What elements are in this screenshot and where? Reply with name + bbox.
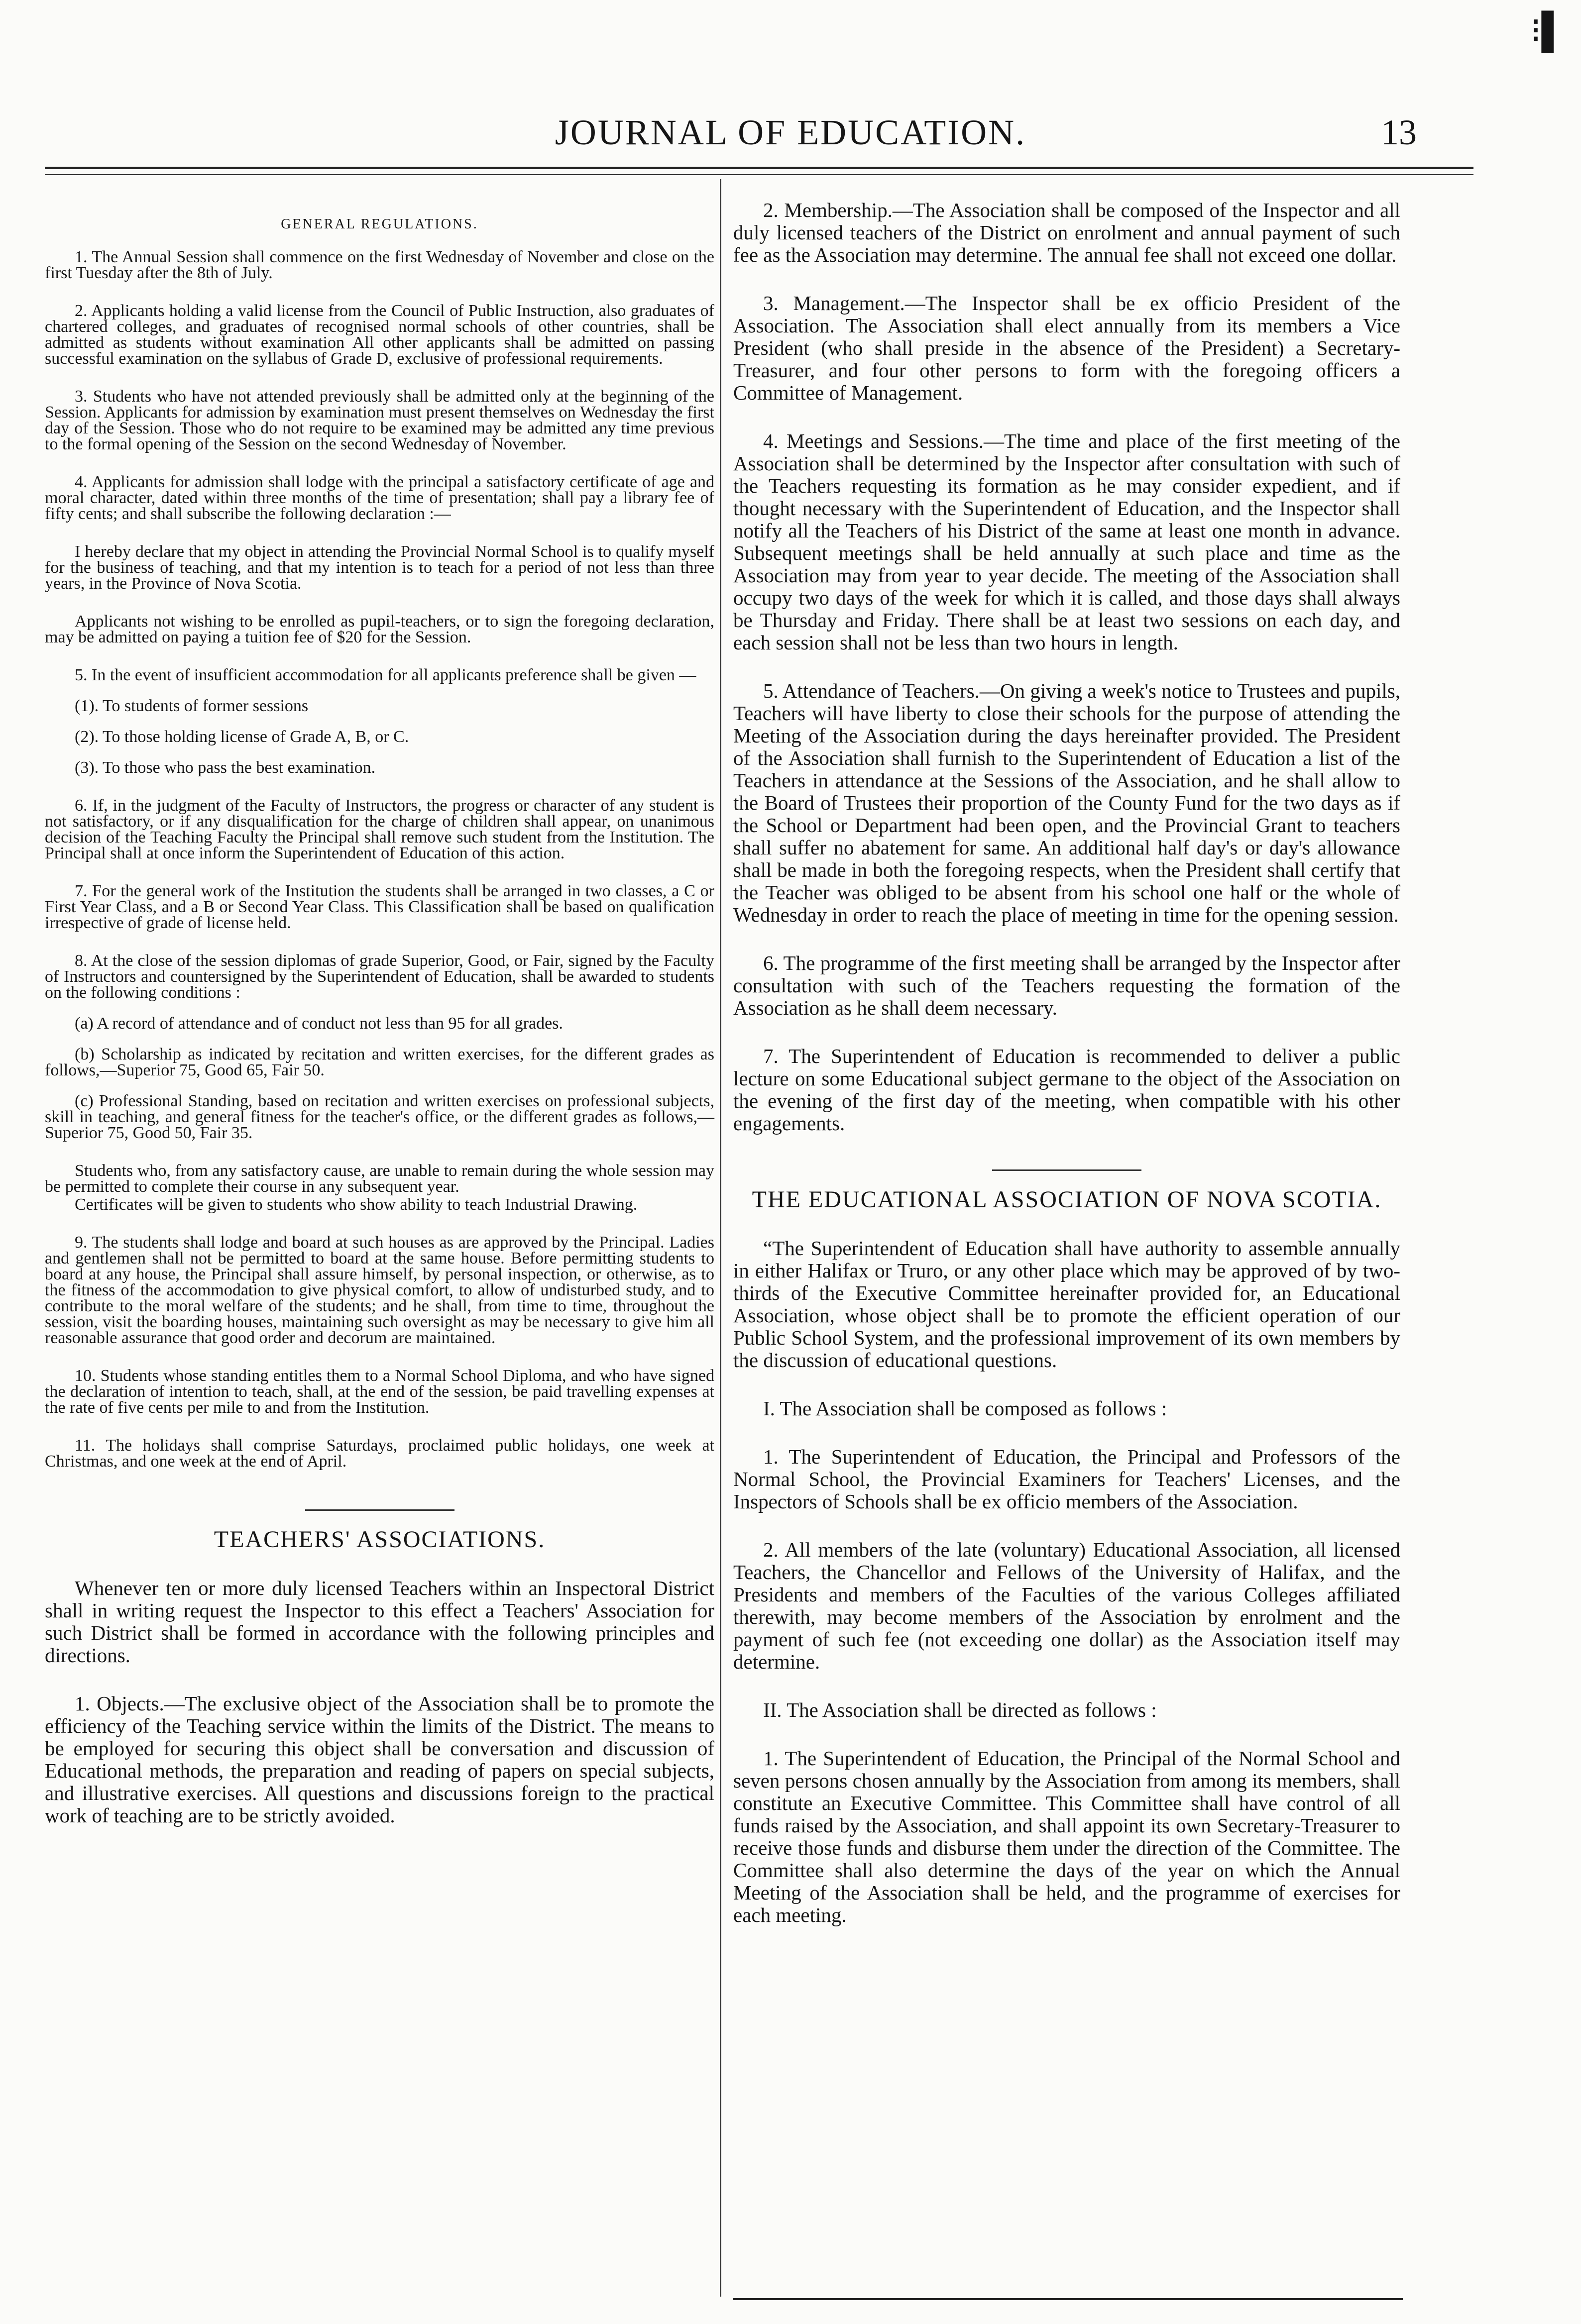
- preference-list-item: (2). To those holding license of Grade A, B, or C.: [75, 728, 409, 746]
- left-column: [45, 207, 714, 1853]
- page-number: 13: [1381, 112, 1417, 152]
- journal-title: JOURNAL OF EDUCATION.: [555, 112, 1026, 152]
- educational-association-intro: “The Superintendent of Education shall have authority to assemble annually in either Halifax or Truro, or any other place which may be approved of by two-thirds of the Executive Committee hereinafter provided for, an Educational Association, whose object shall be to promote the efficient operation of our Public School System, and the professional improvement of its own members by the discussion of educational questions.: [733, 1237, 1400, 1372]
- regulation-paragraph: 3. Students who have not attended previously shall be admitted only at the beginning of the Session. Applicants for admission by examination must present themselves on Wednesday the first day of the Session. Those who do not require to be examined may be admitted any time previous to the formal opening of the Session on the second Wednesday of November.: [45, 387, 714, 453]
- condition-item: (b) Scholarship as indicated by recitation and written exercises, for the different grades as follows,—Superior 75, Good 65, Fair 50.: [45, 1045, 714, 1079]
- association-paragraph: 2. Membership.—The Association shall be composed of the Inspector and all duly licensed teachers of the District on enrolment and annual payment of such fee as the Association may determine. The annual fee shall not exceed one dollar.: [733, 199, 1400, 266]
- condition-item: (a) A record of attendance and of conduct not less than 95 for all grades.: [75, 1014, 563, 1033]
- association-paragraph: 4. Meetings and Sessions.—The time and place of the first meeting of the Association shall be determined by the Inspector after consultation with such of the Teachers requesting its formation as he may consider expedient, and if thought necessary with the Superintendent of Education, and the Inspector shall notify all the Teachers of his District of the same at least one month in advance. Subsequent meetings shall be held annually at such place and time as the Association may from year to year decide. The meeting of the Association shall occupy two days of the week for which it is called, and those days shall always be Thursday and Friday. There shall be at least two sessions on each day, and each session shall not be less than two hours in length.: [733, 429, 1400, 654]
- regulation-paragraph: 11. The holidays shall comprise Saturdays, proclaimed public holidays, one week at Christmas, and one week at the end of April.: [45, 1436, 714, 1471]
- regulation-paragraph: 4. Applicants for admission shall lodge with the principal a satisfactory certificate of age and moral character, dated within three months of the time of presentation; shall pay a library fee of fifty cents; and shall subscribe the following declaration :—: [45, 473, 714, 523]
- general-regulations-heading: GENERAL REGULATIONS.: [281, 216, 478, 232]
- header-rule-thin: [45, 174, 1473, 175]
- educational-association-heading: THE EDUCATIONAL ASSOCIATION OF NOVA SCOTIA.: [752, 1186, 1382, 1213]
- regulation-paragraph: 6. If, in the judgment of the Faculty of Instructors, the progress or character of any student is not satisfactory, or if any disqualification for the charge of children shall appear, on unanimous decision of the Teaching Faculty the Principal shall remove such student from the Institution. The Principal shall at once inform the Superintendent of Education of this action.: [45, 796, 714, 862]
- regulation-paragraph: 9. The students shall lodge and board at such houses as are approved by the Principal. Ladies and gentlemen shall not be permitted to board at the same house. Before permitting students to board at any house, the Principal shall assure himself, by personal inspection, or otherwise, as to the fitness of the accommodation to give physical comfort, to allow of undisturbed study, and to contribute to the moral welfare of the students; and he shall, from time to time, throughout the session, visit the boarding houses, maintaining such oversight as may be necessary to give him all reasonable assurance that good order and decorum are maintained.: [45, 1233, 714, 1347]
- regulation-paragraph: Students who, from any satisfactory cause, are unable to remain during the whole session may be permitted to complete their course in any subsequent year.: [45, 1162, 714, 1196]
- footer-rule: [733, 2298, 1403, 2300]
- association-paragraph: 6. The programme of the first meeting shall be arranged by the Inspector after consultation with such of the Teachers requesting the formation of the Association as he shall deem necessary.: [733, 951, 1400, 1019]
- regulation-paragraph: 5. In the event of insufficient accommodation for all applicants preference shall be given —: [75, 666, 696, 684]
- preference-list-item: (1). To students of former sessions: [75, 697, 309, 715]
- regulation-paragraph: 2. Applicants holding a valid license from the Council of Public Instruction, also graduates of chartered colleges, and graduates of recognised normal schools of other countries, shall be admitted as students without examination All other applicants shall be admitted on passing successful examination on the syllabus of Grade D, exclusive of professional requirements.: [45, 302, 714, 368]
- declaration-text: I hereby declare that my object in attending the Provincial Normal School is to qualify myself for the business of teaching, and that my intention is to teach for a period of not less than three years, in the Province of Nova Scotia.: [45, 542, 714, 593]
- preference-list-item: (3). To those who pass the best examination.: [75, 758, 376, 777]
- regulation-paragraph: 8. At the close of the session diplomas of grade Superior, Good, or Fair, signed by the Faculty of Instructors and countersigned by the Superintendent of Education, shall be awarded to students on the following conditions :: [45, 951, 714, 1002]
- corner-mark: ⁝▌: [1530, 12, 1566, 50]
- regulation-paragraph: Applicants not wishing to be enrolled as pupil-teachers, or to sign the foregoing declaration, may be admitted on paying a tuition fee of $20 for the Session.: [45, 612, 714, 646]
- header-rule-thick: [45, 167, 1473, 169]
- educational-association-section-heading: I. The Association shall be composed as follows :: [763, 1397, 1167, 1420]
- column-divider: [720, 179, 721, 2297]
- association-paragraph: Whenever ten or more duly licensed Teachers within an Inspectoral District shall in writing request the Inspector to this effect a Teachers' Association for such District shall be formed in accordance with the following principles and directions.: [45, 1577, 714, 1667]
- section-divider: [305, 1509, 454, 1511]
- educational-association-section-heading: II. The Association shall be directed as follows :: [763, 1698, 1157, 1721]
- section-divider: [992, 1169, 1141, 1171]
- right-column: [733, 199, 1400, 1952]
- regulation-paragraph: Certificates will be given to students who show ability to teach Industrial Drawing.: [75, 1195, 638, 1214]
- teachers-associations: [45, 1526, 714, 1827]
- association-paragraph: 3. Management.—The Inspector shall be ex officio President of the Association. The Association shall elect annually from its members a Vice President (who shall preside in the absence of the President) a Secretary-Treasurer, and four other persons to form with the foregoing officers a Committee of Management.: [733, 292, 1400, 404]
- educational-association-item: 2. All members of the late (voluntary) Educational Association, all licensed Teachers, the Chancellor and Fellows of the University of Halifax, and the Presidents and members of the Faculties of the various Colleges affiliated therewith, may become members of the Association by enrolment and the payment of such fee (not exceeding one dollar) as the Association itself may determine.: [733, 1538, 1400, 1673]
- educational-association-item: 1. The Superintendent of Education, the Principal and Professors of the Normal School, the Provincial Examiners for Teachers' Licenses, and the Inspectors of Schools shall be ex officio members of the Association.: [733, 1445, 1400, 1513]
- teachers-associations-heading: TEACHERS' ASSOCIATIONS.: [214, 1526, 546, 1553]
- regulation-paragraph: 7. For the general work of the Institution the students shall be arranged in two classes, a C or First Year Class, and a B or Second Year Class. This Classification shall be based on qualification irrespective of grade of license held.: [45, 882, 714, 932]
- association-paragraph: 5. Attendance of Teachers.—On giving a week's notice to Trustees and pupils, Teachers will have liberty to close their schools for the purpose of attending the Meeting of the Association during the days hereinafter provided. The President of the Association shall furnish to the Superintendent of Education a list of the Teachers in attendance at the Sessions of the Association, and he shall allow to the Board of Trustees their proportion of the County Fund for the two days as if the School or Department had been open, and the Provincial Grant to teachers shall suffer no abatement for same. An additional half day's or day's allowance shall be made in both the foregoing respects, when the President shall certify that the Teacher was obliged to be absent from his school one half or the whole of Wednesday in order to reach the place of meeting in time for the opening session.: [733, 679, 1400, 926]
- educational-association-item: 1. The Superintendent of Education, the Principal of the Normal School and seven persons chosen annually by the Association from among its members, shall constitute an Executive Committee. This Committee shall have control of all funds raised by the Association, and shall appoint its own Secretary-Treasurer to receive those funds and disburse them under the direction of the Committee. The Committee shall also determine the days of the year on which the Annual Meeting of the Association shall be held, and the programme of exercises for each meeting.: [733, 1747, 1400, 1926]
- regulation-paragraph: 10. Students whose standing entitles them to a Normal School Diploma, and who have signed the declaration of intention to teach, shall, at the end of the session, be paid travelling expenses at the rate of five cents per mile to and from the Institution.: [45, 1367, 714, 1417]
- condition-item: (c) Professional Standing, based on recitation and written exercises on professional subjects, skill in teaching, and general fitness for the teacher's office, or the different grades as follows,—Superior 75, Good 50, Fair 35.: [45, 1092, 714, 1142]
- association-paragraph: 7. The Superintendent of Education is recommended to deliver a public lecture on some Educational subject germane to the object of the Association on the evening of the first day of the meeting, when compatible with his other engagements.: [733, 1045, 1400, 1135]
- general-regulations: [45, 216, 714, 1470]
- association-paragraph: 1. Objects.—The exclusive object of the Association shall be to promote the efficiency of the Teaching service within the limits of the District. The means to be employed for securing this object shall be conversation and discussion of Educational methods, the preparation and reading of papers on special subjects, and illustrative exercises. All questions and discussions foreign to the practical work of teaching are to be strictly avoided.: [45, 1692, 714, 1827]
- regulation-paragraph: 1. The Annual Session shall commence on the first Wednesday of November and close on the first Tuesday after the 8th of July.: [45, 248, 714, 282]
